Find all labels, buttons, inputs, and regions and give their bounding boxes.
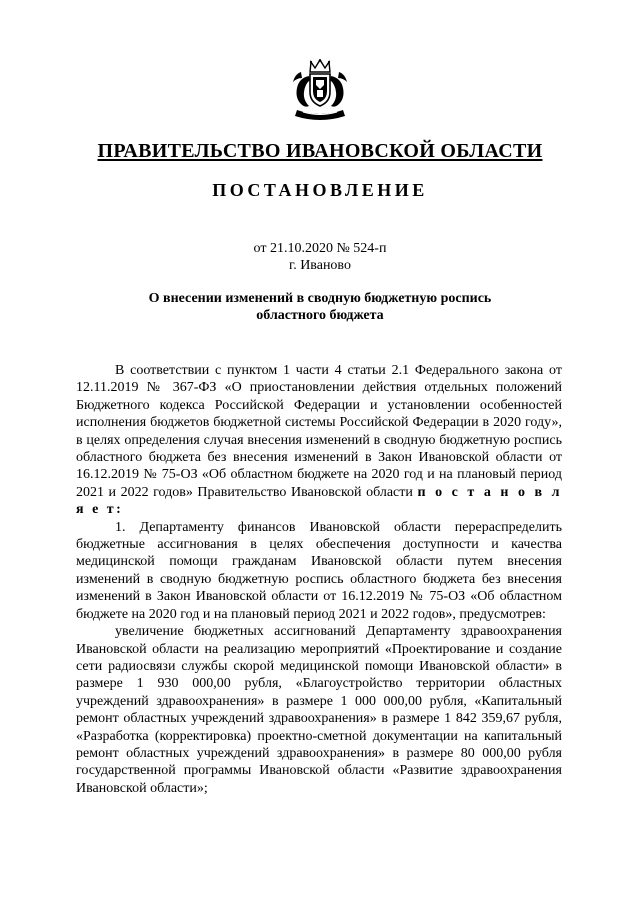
document-body [76,362,562,797]
preamble-text: В соответствии с пунктом 1 части 4 статьи 2.1 Федерального закона от 12.11.2019 № 367-ФЗ «О приостановлении действия отдельных положений Бюджетного кодекса Российской Федерации и установлении особенностей исполнения бюджетов бюджетной системы Российской Федерации в 2020 году», в целях определения случая внесения изменений в сводную бюджетную роспись областного бюджета без внесения изменений в Закон Ивановской области от 16.12.2019 № 75-ОЗ «Об областном бюджете на 2020 год и на плановый период 2021 и 2022 годов» Правительство Ивановской области [76,363,562,500]
resolves-word: п о с т а н о в л я е т [76,484,563,518]
document-type: ПОСТАНОВЛЕНИЕ [212,180,428,200]
city: г. Иваново [289,258,351,273]
item-1-detail-paragraph: увеличение бюджетных ассигнований Департаменту здравоохранения Ивановской области на реализацию мероприятий «Проектирование и создание сети радиосвязи службы скорой медицинской помощи Ивановской области» в размере 1 930 000,00 рубля, «Благоустройство территории областных учреждений здравоохранения» в размере 1 000 000,00 рубля, «Капитальный ремонт областных учреждений здравоохранения» в размере 1 842 359,67 рубля, «Разработка (корректировка) проектно-сметной документации на капитальный ремонт областных учреждений здравоохранения» в размере 80 000,00 рубля государственной программы Ивановской области «Развитие здравоохранения Ивановской области»; [76,624,562,796]
coat-of-arms-icon [289,58,351,124]
subject-line-1: О внесении изменений в сводную бюджетную роспись [148,291,492,306]
document-subject [0,290,640,324]
organization-title: ПРАВИТЕЛЬСТВО ИВАНОВСКОЙ ОБЛАСТИ [97,140,543,162]
document-meta [0,240,640,274]
date-number: от 21.10.2020 № 524-п [253,241,387,256]
subject-line-2: областного бюджета [256,308,384,323]
item-1-paragraph: 1. Департаменту финансов Ивановской области перераспределить бюджетные ассигнования в целях обеспечения доступности и качества медицинской помощи гражданам Ивановской области путем внесения изменений в сводную бюджетную роспись областного бюджета без внесения изменений в Закон Ивановской области от 16.12.2019 № 75-ОЗ «Об областном бюджете на 2020 год и на плановый период 2021 и 2022 годов», предусмотрев: [76,519,562,622]
resolves-colon: : [116,502,124,518]
preamble-paragraph [76,362,562,519]
